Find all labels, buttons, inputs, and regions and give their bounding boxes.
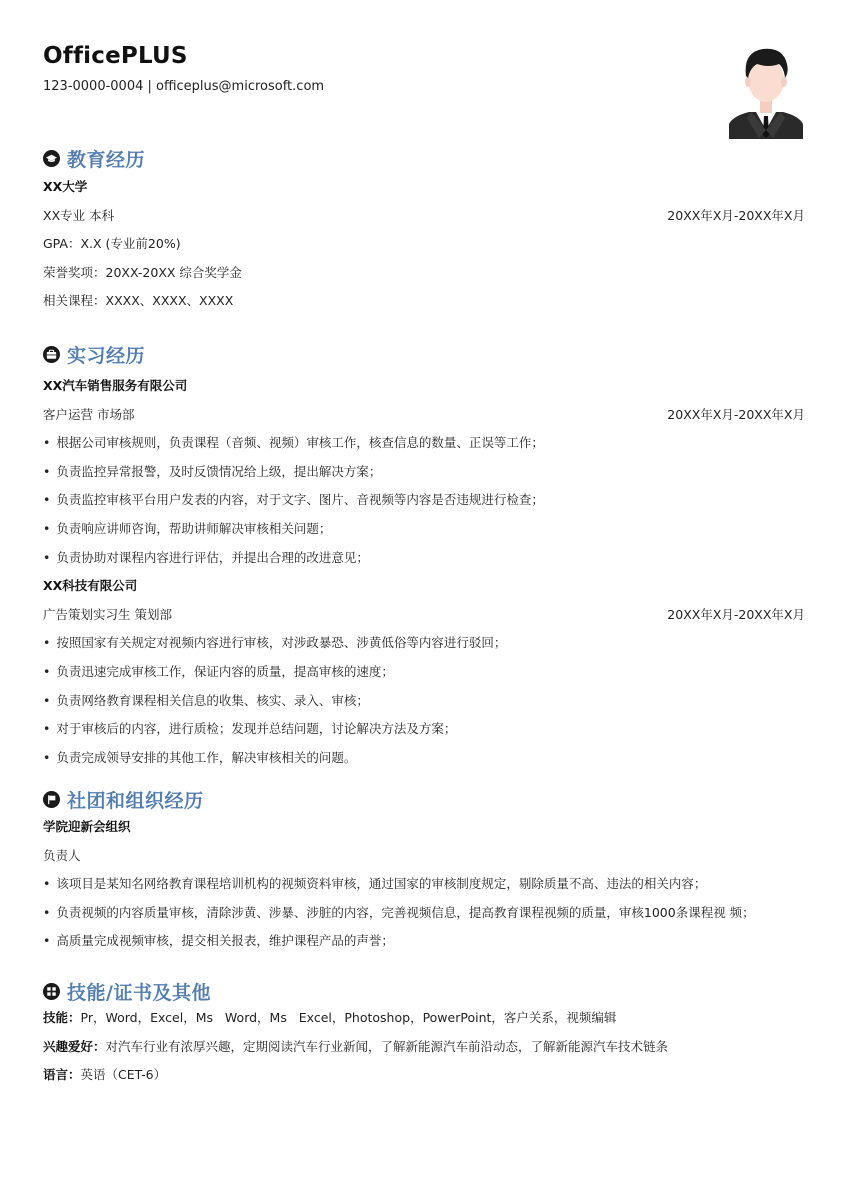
contact-info: 123-0000-0004 | officeplus@microsoft.com [43,79,325,94]
school-name: XX大学 [43,179,88,194]
skills-header [43,978,805,1004]
candidate-name: OfficePLUS [43,43,188,69]
job-period: 20XX年X月-20XX年X月 [667,606,805,622]
company-name: XX汽车销售服务有限公司 [43,378,188,393]
education-row [43,202,805,231]
job-bullet: • 负责响应讲师咨询，帮助讲师解决审核相关问题； [43,515,805,544]
job-row [43,401,805,430]
internship-title: 实习经历 [67,344,146,367]
graduation-cap-icon [43,150,60,167]
skills-label: 技能： [43,1010,81,1025]
language-row [43,1061,805,1090]
club-bullet: • 高质量完成视频审核，提交相关报表，维护课程产品的声誉； [43,927,805,956]
club-title: 社团和组织经历 [67,789,204,812]
major: XX专业 本科 [43,207,115,223]
job-role: 广告策划实习生 策划部 [43,606,172,622]
company-name: XX科技有限公司 [43,578,138,594]
language-label: 语言： [43,1067,81,1083]
job-role: 客户运营 市场部 [43,406,135,422]
hobby-row [43,1033,805,1062]
job-bullet: • 负责监控异常报警，及时反馈情况给上级，提出解决方案； [43,458,805,487]
education-header [43,145,805,171]
language-value: 英语（CET-6） [80,1067,167,1083]
job-bullet: • 按照国家有关规定对视频内容进行审核，对涉政暴恐、涉黄低俗等内容进行驳回； [43,629,805,658]
job-bullet: • 对于审核后的内容，进行质检；发现并总结问题，讨论解决方法及方案； [43,715,805,744]
internship-section [43,341,805,772]
job-bullet: • 负责完成领导安排的其他工作，解决审核相关的问题。 [43,744,805,773]
avatar [729,38,803,139]
hobby-label: 兴趣爱好： [43,1038,106,1054]
job-bullet: • 负责迅速完成审核工作，保证内容的质量，提高审核的速度； [43,658,805,687]
job-bullet: • 负责监控审核平台用户发表的内容，对于文字、图片、音视频等内容是否违规进行检查； [43,486,805,515]
club-header [43,786,805,812]
education-period: 20XX年X月-20XX年X月 [667,207,805,223]
club-section [43,786,805,956]
job-row [43,601,805,630]
gpa: GPA：X.X (专业前20%) [43,236,181,252]
skills-row [43,1004,805,1033]
flag-icon [43,791,60,808]
skills-value: Pr，Word，Excel，Ms Word，Ms Excel，Photoshop，PowerPoint，客户关系，视频编辑 [80,1010,617,1025]
org-name: 学院迎新会组织 [43,819,131,834]
internship-header [43,341,805,367]
org-role: 负责人 [43,847,81,863]
grid-icon [43,983,60,1000]
hobby-value: 对汽车行业有浓厚兴趣，定期阅读汽车行业新闻，了解新能源汽车前沿动态，了解新能源汽车技术链条 [105,1038,669,1054]
education-section [43,145,805,316]
job-bullet: • 根据公司审核规则，负责课程（音频、视频）审核工作，核查信息的数量、正误等工作； [43,429,805,458]
education-title: 教育经历 [67,148,146,171]
club-bullet: • 该项目是某知名网络教育课程培训机构的视频资料审核，通过国家的审核制度规定，剔除质量不高、违法的相关内容； [43,870,805,899]
courses: 相关课程：XXXX、XXXX、XXXX [43,293,234,309]
job-bullet: • 负责协助对课程内容进行评估，并提出合理的改进意见； [43,544,805,573]
job-period: 20XX年X月-20XX年X月 [667,406,805,422]
job-bullet: • 负责网络教育课程相关信息的收集、核实、录入、审核； [43,687,805,716]
honors: 荣誉奖项：20XX-20XX 综合奖学金 [43,264,242,280]
skills-section [43,978,805,1090]
club-bullet: • 负责视频的内容质量审核，清除涉黄、涉暴、涉脏的内容，完善视频信息，提高教育课程视频的质量，审核1000条课程视 频； [43,899,805,928]
briefcase-icon [43,346,60,363]
skills-title: 技能/证书及其他 [67,981,211,1004]
